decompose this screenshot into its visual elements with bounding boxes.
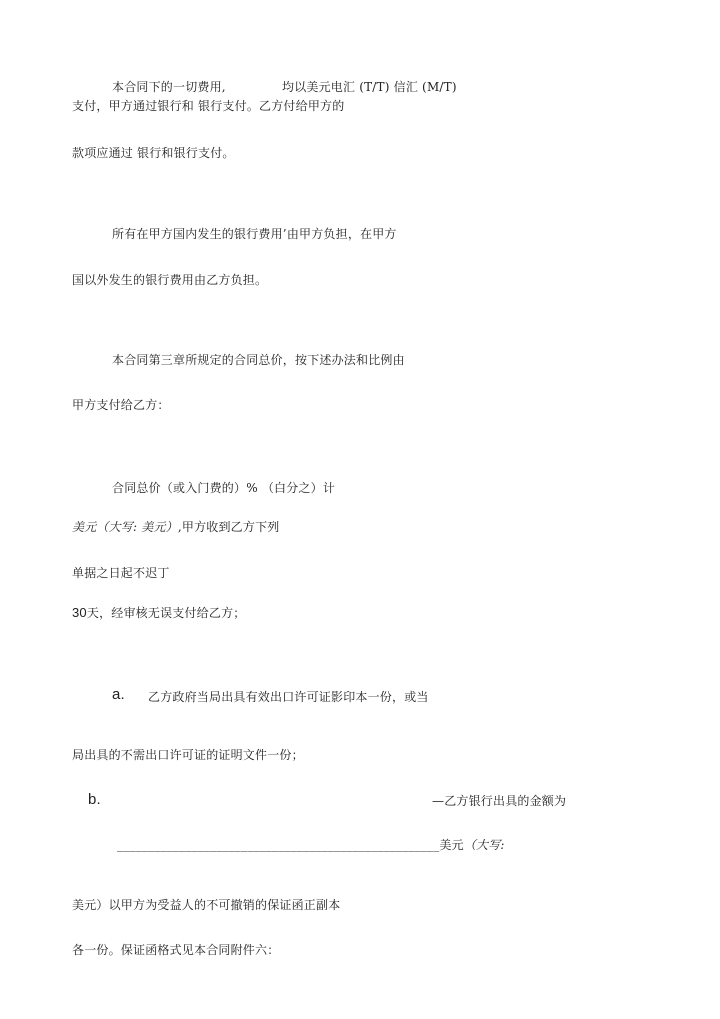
p1-line2: 支付，甲方通过银行和 银行支付。乙方付给甲方的	[72, 99, 345, 113]
item-b-line1: —乙方银行出具的金额为	[432, 794, 567, 808]
p4-line2	[72, 519, 279, 535]
p2-line1: 所有在甲方国内发生的银行费用’由甲方负担，在甲方	[112, 227, 397, 241]
item-a-line1: 乙方政府当局出具有效出口许可证影印本一份，或当	[148, 690, 429, 704]
item-b-marker: b.	[88, 791, 101, 808]
item-b-line3: 美元）以甲方为受益人的不可撤销的保证函正副本	[72, 898, 341, 912]
p4-line3: 单据之日起不迟丁	[72, 566, 170, 580]
p1-line3: 款项应通过 银行和银行支付。	[72, 146, 235, 160]
p1-line1-b: 均以美元电汇 (T/T) 信汇 (M/T)	[282, 80, 457, 94]
item-b-line2-italic: （大写:	[463, 838, 505, 852]
p4-line2-italic: 美元（大写: 美元）	[72, 520, 178, 534]
amount-blank: ____________________________________________________	[117, 838, 440, 852]
item-b-line4: 各一份。保证函格式见本合同附件六：	[72, 943, 280, 957]
p1-line1-a: 本合同下的一切费用,	[112, 80, 226, 94]
p3-line2: 甲方支付给乙方：	[72, 398, 170, 412]
p3-line1: 本合同第三章所规定的合同总价，按下述办法和比例由	[112, 353, 405, 367]
p4-line4	[72, 605, 245, 621]
p4-line1: 合同总价（或入门费的）% （白分之）计	[112, 481, 336, 495]
item-a-marker: a.	[112, 686, 125, 703]
item-b-line2-rest: 美元	[439, 838, 464, 852]
item-b-line2	[117, 837, 505, 853]
p4-line4-rest: 天，经审核无误支付给乙方；	[86, 606, 246, 620]
item-a-line2: 局出具的不需出口许可证的证明文件一份；	[72, 748, 304, 762]
p2-line2: 国以外发生的银行费用由乙方负担。	[72, 273, 268, 287]
p4-line2-rest: ,甲方收到乙方下列	[177, 520, 280, 534]
p4-line4-number: 30	[72, 605, 87, 620]
